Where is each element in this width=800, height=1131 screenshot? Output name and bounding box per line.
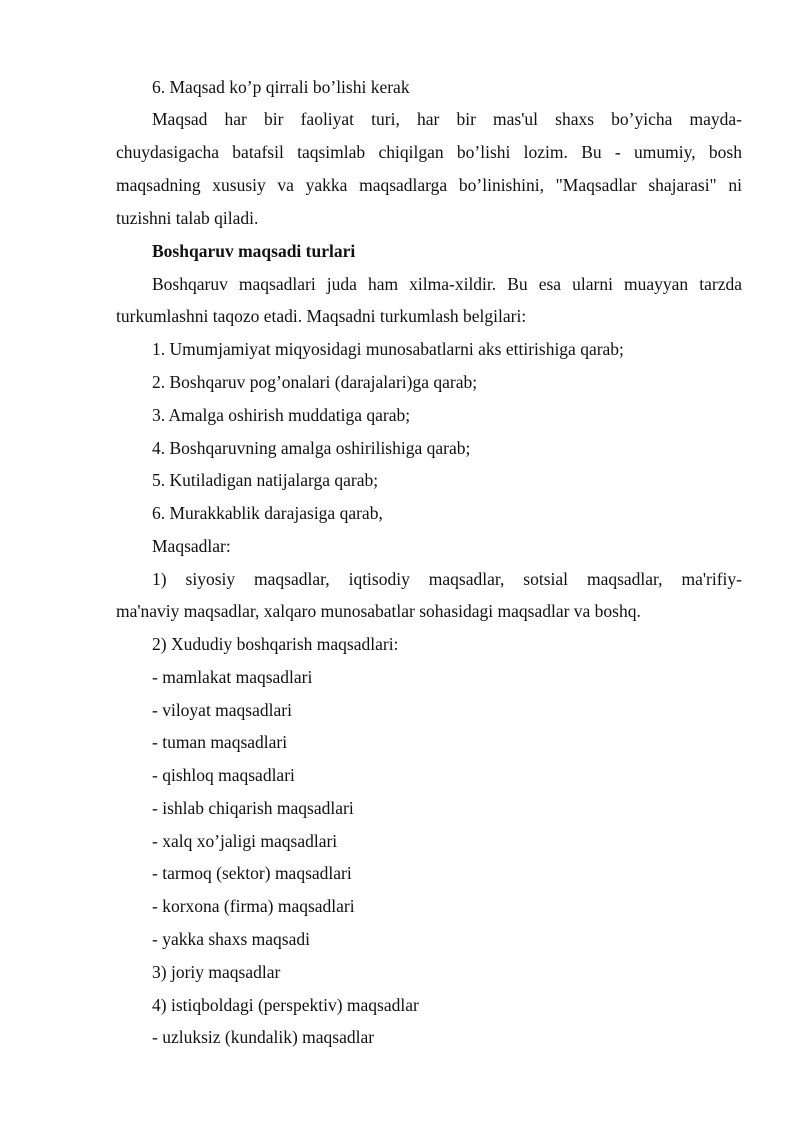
list-item: 6. Maqsad ko’p qirrali bo’lishi kerak — [152, 77, 410, 97]
list-item: - yakka shaxs maqsadi — [152, 929, 310, 949]
list-item: 2. Boshqaruv pog’onalari (darajalari)ga qarab; — [152, 372, 478, 392]
list-item: 1. Umumjamiyat miqyosidagi munosabatlarni aks ettirishiga qarab; — [152, 339, 624, 359]
paragraph-line: tuzishni talab qiladi. — [116, 208, 259, 228]
section-heading: Boshqaruv maqsadi turlari — [152, 241, 356, 261]
paragraph-line: Maqsad har bir faoliyat turi, har bir mas'ul shaxs bo’yicha mayda- — [152, 109, 742, 129]
paragraph-line: Boshqaruv maqsadlari juda ham xilma-xildir. Bu esa ularni muayyan tarzda — [152, 274, 742, 294]
list-item: 2) Xududiy boshqarish maqsadlari: — [152, 634, 399, 654]
list-item: - xalq xo’jaligi maqsadlari — [152, 831, 338, 851]
list-item: - qishloq maqsadlari — [152, 765, 295, 785]
paragraph-line: 1) siyosiy maqsadlar, iqtisodiy maqsadlar, sotsial maqsadlar, ma'rifiy- — [152, 569, 742, 589]
list-item: - tarmoq (sektor) maqsadlari — [152, 863, 352, 883]
list-item: 4. Boshqaruvning amalga oshirilishiga qarab; — [152, 438, 471, 458]
list-item: - ishlab chiqarish maqsadlari — [152, 798, 354, 818]
paragraph-line: Maqsadlar: — [152, 536, 231, 556]
list-item: - korxona (firma) maqsadlari — [152, 896, 355, 916]
paragraph-line: ma'naviy maqsadlar, xalqaro munosabatlar sohasidagi maqsadlar va boshq. — [116, 601, 641, 621]
list-item: 5. Kutiladigan natijalarga qarab; — [152, 470, 379, 490]
list-item: 3) joriy maqsadlar — [152, 962, 281, 982]
list-item: - mamlakat maqsadlari — [152, 667, 313, 687]
list-item: - viloyat maqsadlari — [152, 700, 292, 720]
list-item: 4) istiqboldagi (perspektiv) maqsadlar — [152, 995, 419, 1015]
paragraph-line: maqsadning xususiy va yakka maqsadlarga bo’linishini, "Maqsadlar shajarasi" ni — [116, 175, 742, 195]
paragraph-line: chuydasigacha batafsil taqsimlab chiqilgan bo’lishi lozim. Bu - umumiy, bosh — [116, 142, 742, 162]
list-item: - uzluksiz (kundalik) maqsadlar — [152, 1027, 375, 1047]
list-item: 6. Murakkablik darajasiga qarab, — [152, 503, 383, 523]
list-item: - tuman maqsadlari — [152, 732, 288, 752]
list-item: 3. Amalga oshirish muddatiga qarab; — [152, 405, 411, 425]
paragraph-line: turkumlashni taqozo etadi. Maqsadni turkumlash belgilari: — [116, 306, 527, 326]
